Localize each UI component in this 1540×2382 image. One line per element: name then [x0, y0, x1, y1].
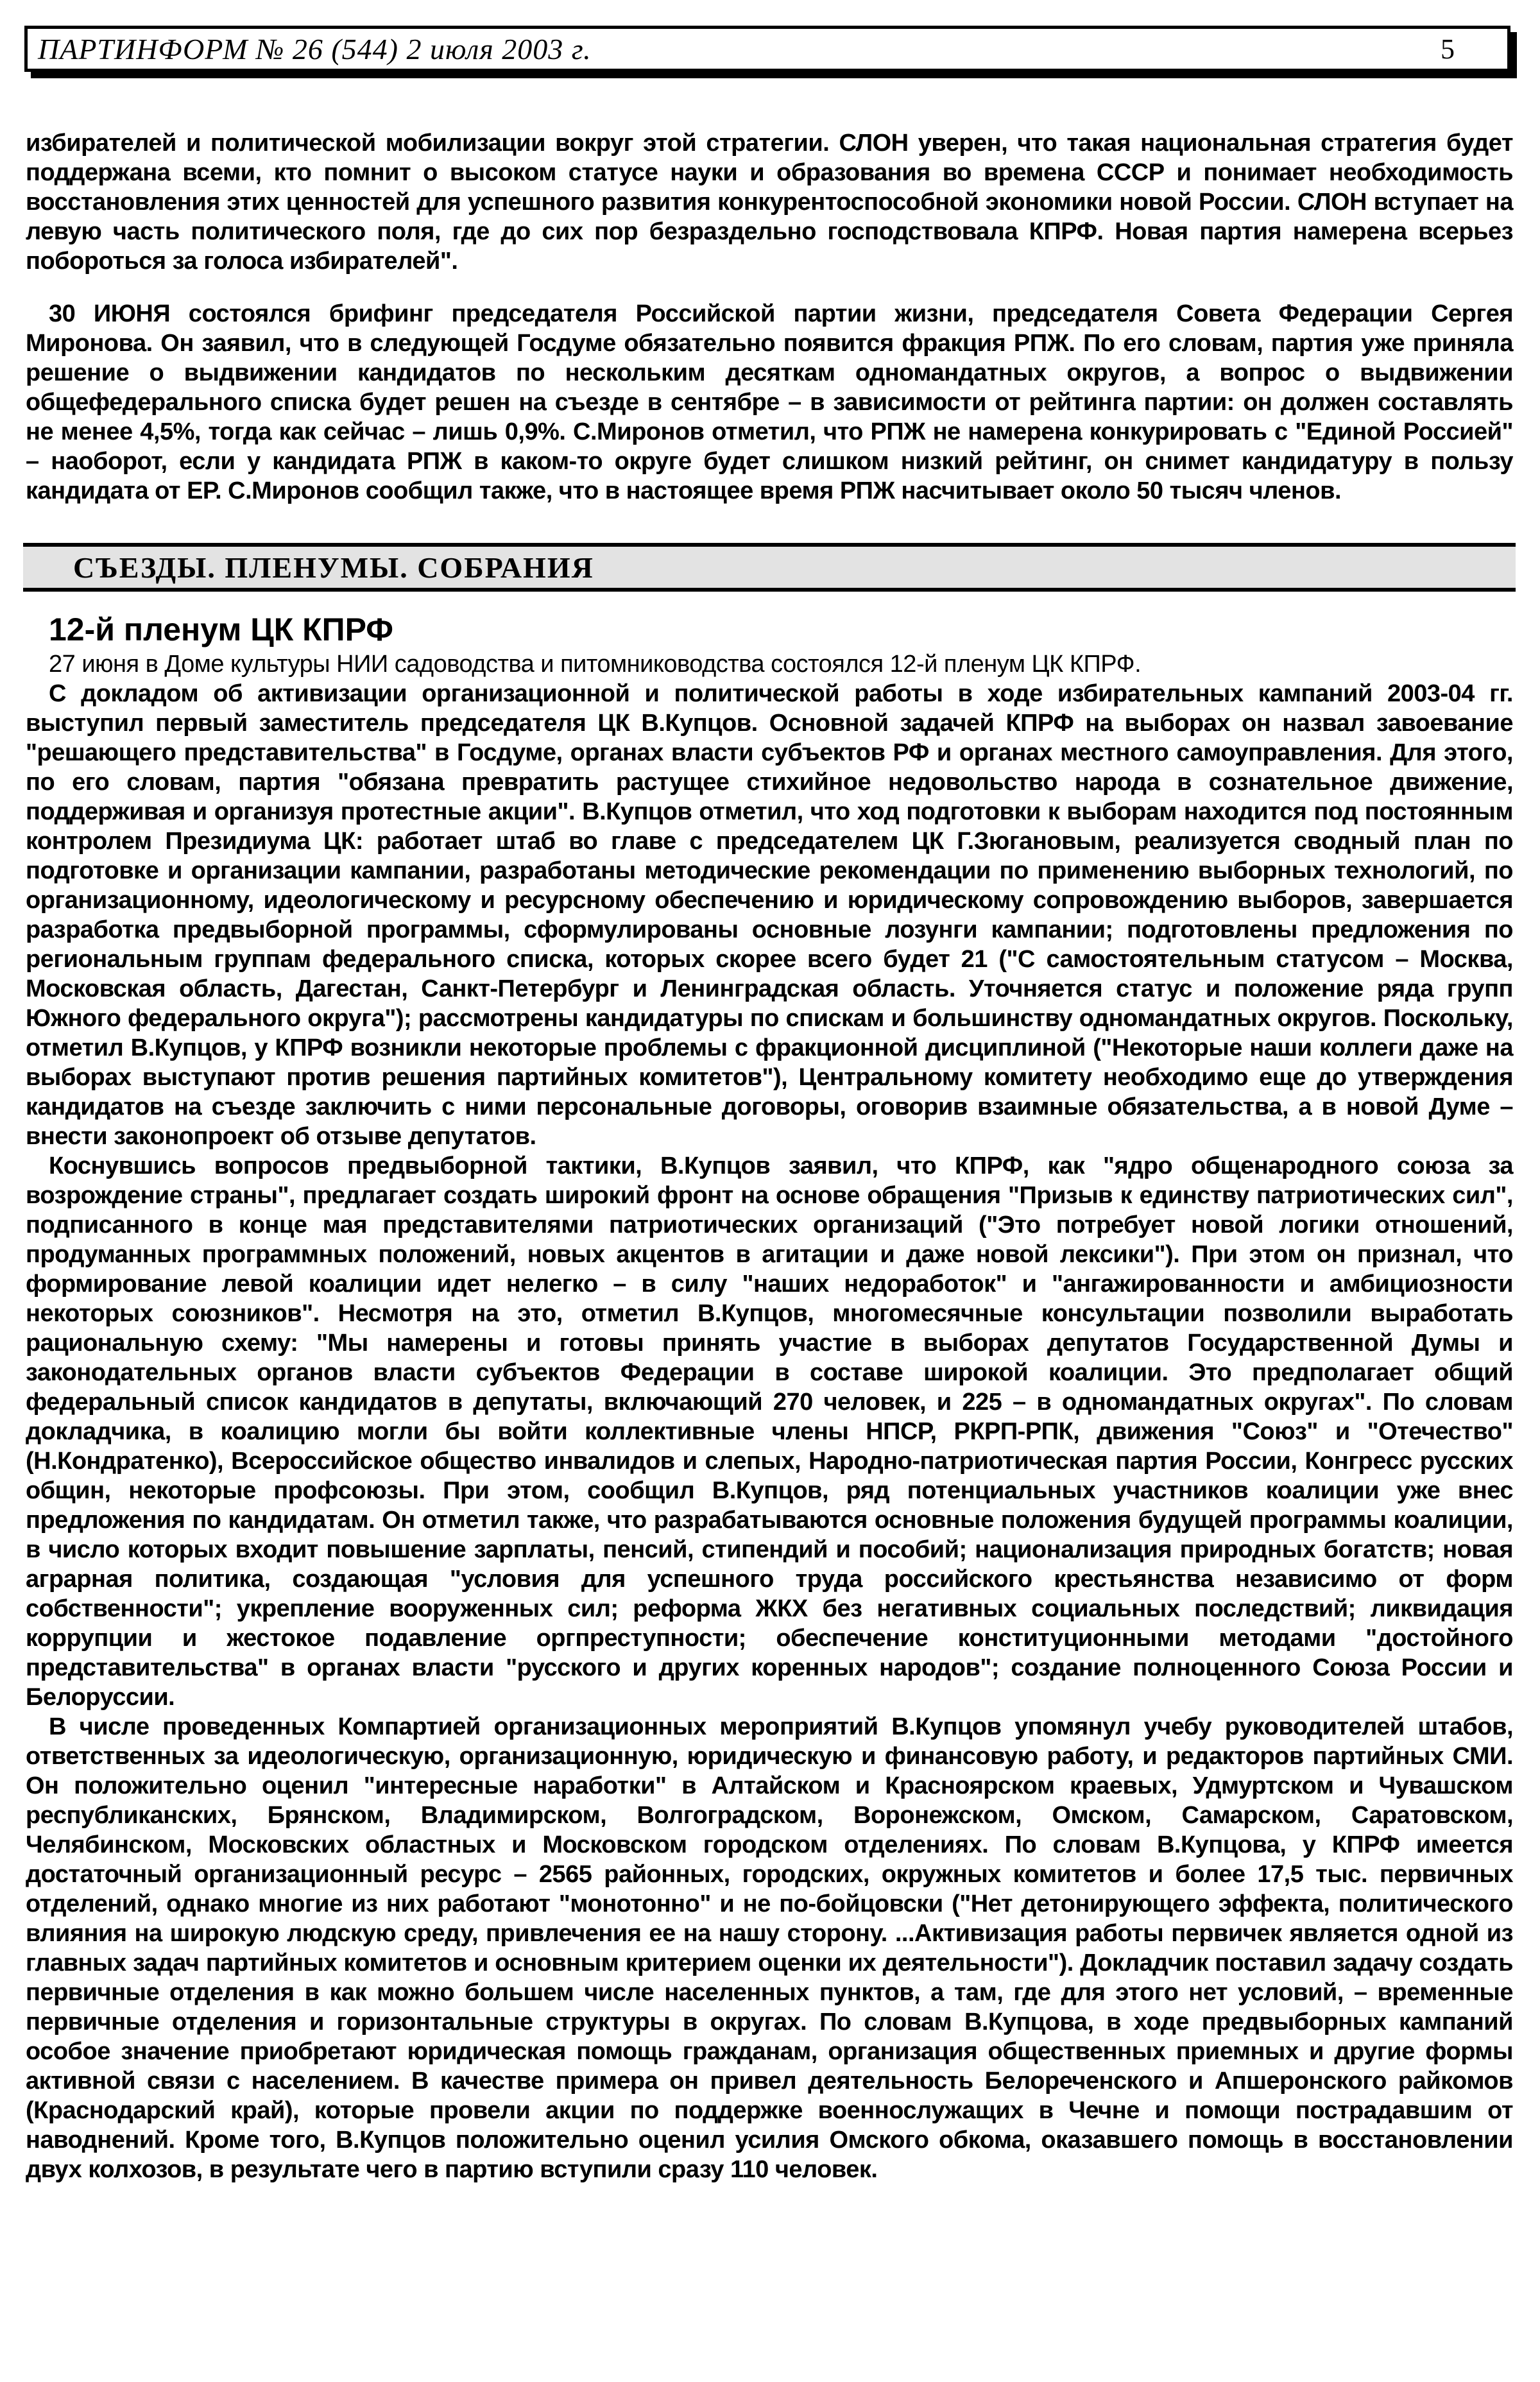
intro-paragraph-rpzh: 30 ИЮНЯ состоялся брифинг председателя Российской партии жизни, председателя Совета Федерации Сергея Миронова. Он заявил, что в следующей Госдуме обязательно появится фракция РПЖ. По его словам, партия уже приняла решение о выдвижении кандидатов по нескольким десяткам одномандатных округов, а вопрос о выдвижении общефедерального списка будет решен на съезде в сентябре – в зависимости от рейтинга партии: он должен составлять не менее 4,5%, тогда как сейчас – лишь 0,9%. С.Миронов отметил, что РПЖ не намерена конкурировать с "Единой Россией" – наоборот, если у кандидата РПЖ в каком-то округе будет слишком низкий рейтинг, он снимет кандидатуру в пользу кандидата от ЕР. С.Миронов сообщил также, что в настоящее время РПЖ насчитывает около 50 тысяч членов. — [26, 300, 1513, 504]
article-paragraph-organization: В числе проведенных Компартией организационных мероприятий В.Купцов упомянул учебу руководителей штабов, ответственных за идеологическую, организационную, юридическую и финансовую работу, и редакторов партийных СМИ. Он положительно оценил "интересные наработки" в Алтайском и Красноярском краевых, Удмуртском и Чувашском республиканских, Брянском, Владимирском, Волгоградском, Воронежском, Омском, Самарском, Саратовском, Челябинском, Московских областных и Московском городском отделениях. По словам В.Купцова, у КПРФ имеется достаточный организационный ресурс – 2565 районных, городских, окружных комитетов и более 17,5 тыс. первичных отделений, однако многие из них работают "монотонно" и не по-бойцовски ("Нет детонирующего эффекта, политического влияния на широкую людскую среду, привлечения ее на нашу сторону. ...Активизация работы первичек является одной из главных задач партийных комитетов и основным критерием оценки их деятельности"). Докладчик поставил задачу создать первичные отделения в как можно большем числе населенных пунктов, а там, где для этого нет условий, – временные первичные отделения и горизонтальные структуры в округах. По словам В.Купцова, в ходе предвыборных кампаний особое значение приобретают юридическая помощь гражданам, организация общественных приемных и другие формы активной связи с населением. В качестве примера он привел деятельность Белореченского и Апшеронского райкомов (Краснодарский край), которые провели акции по поддержке военнослужащих в Чечне и помощи пострадавшим от наводнений. Кроме того, В.Купцов положительно оценил усилия Омского обкома, оказавшего помощь в восстановлении двух колхозов, в результате чего в партию вступили сразу 110 человек. — [26, 1713, 1513, 2183]
article-paragraph-tactics: Коснувшись вопросов предвыборной тактики, В.Купцов заявил, что КПРФ, как "ядро общенародного союза за возрождение страны", предлагает создать широкий фронт на основе обращения "Призыв к единству патриотических сил", подписанного в конце мая представителями патриотических организаций ("Это потребует новой логики отношений, продуманных программных положений, новых акцентов в агитации и даже новой лексики"). При этом он признал, что формирование левой коалиции идет нелегко – в силу "наших недоработок" и "ангажированности и амбициозности некоторых союзников". Несмотря на это, отметил В.Купцов, многомесячные консультации позволили выработать рациональную схему: "Мы намерены и готовы принять участие в выборах депутатов Государственной Думы и законодательных органов власти субъектов Федерации в составе широкой коалиции. Это предполагает общий федеральный список кандидатов в депутаты, включающий 270 человек, и 225 – в одномандатных округах". По словам докладчика, в коалицию могли бы войти коллективные члены НПСР, РКРП-РПК, движения "Союз" и "Отечество" (Н.Кондратенко), Всероссийское общество инвалидов и слепых, Народно-патриотическая партия России, Конгресс русских общин, некоторые профсоюзы. При этом, сообщил В.Купцов, ряд потенциальных участников коалиции уже внес предложения по кандидатам. Он отметил также, что разрабатываются основные положения будущей программы коалиции, в число которых входит повышение зарплаты, пенсий, стипендий и пособий; национализация природных богатств; новая аграрная политика, создающая "условия для успешного труда российского крестьянства независимо от форм собственности"; укрепление вооруженных сил; реформа ЖКХ без негативных социальных последствий; ликвидация коррупции и жестокое подавление оргпреступности; обеспечение конституционными методами "достойного представительства" в органах власти "русского и других коренных народов"; создание полноценного Союза России и Белоруссии. — [26, 1152, 1513, 1711]
newsletter-title: ПАРТИНФОРМ № 26 (544) 2 июля 2003 г. — [38, 32, 592, 65]
intro-continuation — [26, 128, 1513, 506]
article-kprf-plenum — [26, 611, 1513, 2184]
intro-paragraph-slon: избирателей и политической мобилизации вокруг этой стратегии. СЛОН уверен, что такая национальная стратегия будет поддержана всеми, кто помнит о высоком статусе науки и образования во времена СССР и понимает необходимость восстановления этих ценностей для успешного развития конкурентоспособной экономики новой России. СЛОН вступает на левую часть политического поля, где до сих пор безраздельно господствовала КПРФ. Новая партия намерена всерьез побороться за голоса избирателей". — [26, 130, 1513, 275]
section-title: СЪЕЗДЫ. ПЛЕНУМЫ. СОБРАНИЯ — [73, 551, 594, 584]
section-header-bar — [23, 543, 1516, 592]
article-paragraph-report: С докладом об активизации организационной и политической работы в ходе избирательных кампаний 2003-04 гг. выступил первый заместитель председателя ЦК В.Купцов. Основной задачей КПРФ на выборах он назвал завоевание "решающего представительства" в Госдуме, органах власти субъектов РФ и органах местного самоуправления. Для этого, по его словам, партия "обязана превратить растущее стихийное недовольство народа в сознательное движение, поддерживая и организуя протестные акции". В.Купцов отметил, что ход подготовки к выборам находится под постоянным контролем Президиума ЦК: работает штаб во главе с председателем ЦК Г.Зюгановым, реализуется сводный план по подготовке и организации кампании, разработаны методические рекомендации по применению выборных технологий, по организационному, идеологическому и ресурсному обеспечению и юридическому сопровождению выборов, завершается разработка предвыборной программы, сформулированы основные лозунги кампании; подготовлены предложения по региональным группам федерального списка, которых скорее всего будет 21 ("С самостоятельным статусом – Москва, Московская область, Дагестан, Санкт-Петербург и Ленинградская область. Уточняется статус и положение ряда групп Южного федерального округа"); рассмотрены кандидатуры по спискам и большинству одномандатных округов. Поскольку, отметил В.Купцов, у КПРФ возникли некоторые проблемы с фракционной дисциплиной ("Некоторые наши коллеги даже на выборах выступают против решения партийных комитетов"), Центральному комитету необходимо еще до утверждения кандидатов на съезде заключить с ними персональные договоры, оговорив взаимные обязательства, а в новой Думе – внести законопроект об отзыве депутатов. — [26, 680, 1513, 1150]
page-number: 5 — [1441, 33, 1455, 65]
article-title: 12-й пленум ЦК КПРФ — [49, 612, 393, 647]
running-header — [24, 26, 1510, 72]
article-lead: 27 июня в Доме культуры НИИ садоводства и питомниководства состоялся 12-й пленум ЦК КПРФ. — [49, 651, 1142, 678]
